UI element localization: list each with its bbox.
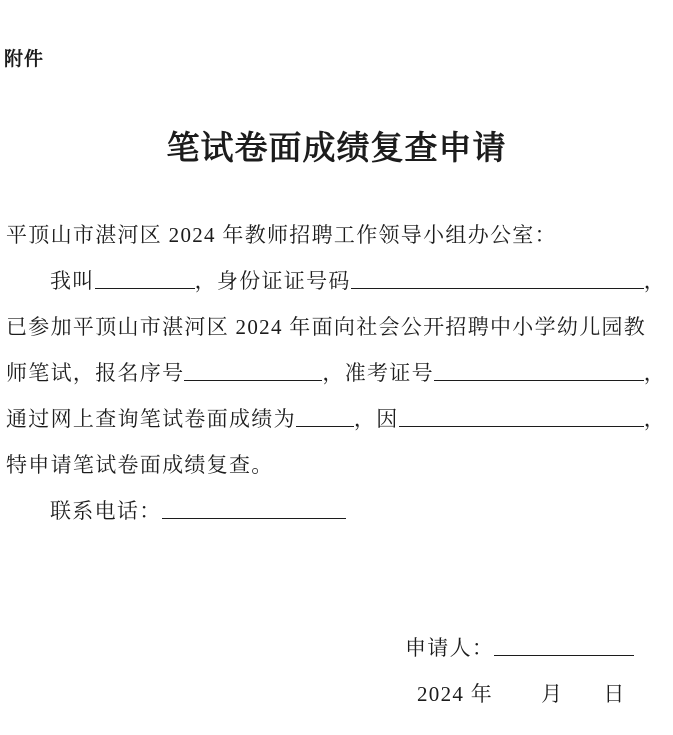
registration-line: [6, 350, 666, 396]
registration-number-blank: [184, 379, 322, 381]
date-day-label: 日: [603, 682, 626, 706]
score-reason-line: [6, 396, 666, 442]
text-reason-label: ，因: [353, 407, 399, 431]
name-blank: [95, 287, 195, 289]
name-id-line: [6, 258, 666, 304]
reason-blank: [399, 425, 644, 427]
date-year-label: 2024 年: [417, 682, 494, 706]
exam-participation-line: 已参加平顶山市湛河区 2024 年面向社会公开招聘中小学幼儿园教: [6, 315, 647, 339]
date-line: [405, 671, 666, 717]
text-admission-ticket-label: ，准考证号: [322, 361, 434, 385]
applicant-label: 申请人：: [405, 636, 495, 660]
admission-ticket-blank: [434, 379, 644, 381]
contact-line: [6, 488, 666, 534]
attachment-label: 附件: [4, 49, 45, 70]
date-month-label: 月: [541, 682, 564, 706]
text-comma-3: ，: [643, 407, 666, 431]
signature-block: [405, 625, 666, 717]
closing-line: 特申请笔试卷面成绩复查。: [6, 453, 274, 477]
text-registration-label: 师笔试，报名序号: [6, 361, 185, 385]
applicant-line: [405, 625, 666, 671]
text-score-query-label: 通过网上查询笔试卷面成绩为: [6, 407, 296, 431]
text-comma-1: ，: [643, 269, 666, 293]
text-comma-2: ，: [643, 361, 666, 385]
score-blank: [296, 425, 354, 427]
contact-label: 联系电话：: [50, 499, 162, 523]
text-my-name-is: 我叫: [50, 269, 95, 293]
text-id-number-label: ，身份证证号码: [194, 269, 351, 293]
id-number-blank: [351, 287, 644, 289]
phone-blank: [162, 517, 346, 519]
applicant-name-blank: [494, 654, 634, 656]
salutation-line: 平顶山市湛河区 2024 年教师招聘工作领导小组办公室：: [6, 223, 557, 247]
document-body: [6, 212, 666, 534]
document-title: 笔试卷面成绩复查申请: [166, 131, 507, 167]
